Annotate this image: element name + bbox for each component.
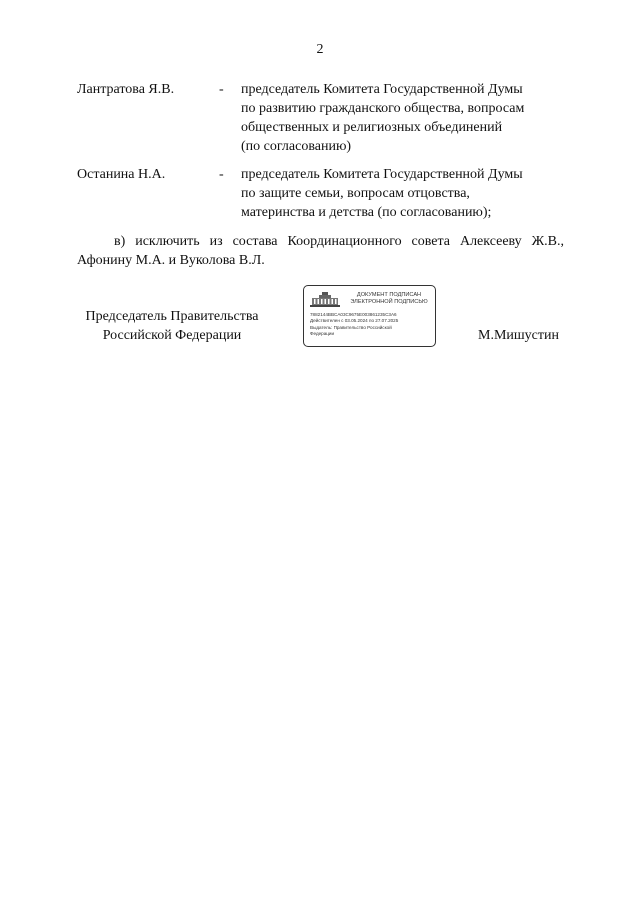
member-role-line: председатель Комитета Государственной Думы [241, 82, 523, 97]
signer-name: М.Мишустин [478, 328, 559, 343]
member-dash: - [219, 167, 224, 182]
certificate-issuer: Федерации [310, 331, 335, 337]
exclusion-clause [77, 232, 564, 270]
member-role [241, 165, 571, 222]
member-role-line: председатель Комитета Государственной Думы [241, 167, 523, 182]
clause-line: в) исключить из состава Координационного совета Алексееву Ж.В., [114, 234, 564, 249]
stamp-details [310, 312, 434, 338]
member-name: Лантратова Я.В. [77, 82, 175, 97]
signatory-title [77, 307, 267, 345]
clause-line: Афонину М.А. и Вуколова В.Л. [77, 253, 265, 268]
member-name: Останина Н.А. [77, 167, 166, 182]
signatory-title-line: Председатель Правительства [85, 309, 259, 324]
certificate-issuer: Выдатель: Правительство Российской [310, 324, 392, 330]
electronic-signature-stamp [303, 285, 436, 347]
member-dash: - [219, 82, 224, 97]
stamp-heading [344, 292, 434, 306]
government-building-icon [310, 291, 340, 309]
member-role-line: материнства и детства (по согласованию); [241, 205, 492, 220]
stamp-heading-line: ДОКУМЕНТ ПОДПИСАН [356, 292, 422, 298]
signatory-title-line: Российской Федерации [102, 328, 242, 343]
member-role-line: общественных и религиозных объединений [241, 120, 503, 135]
member-role-line: по развитию гражданского общества, вопросам [241, 101, 525, 116]
member-role [241, 80, 571, 156]
certificate-serial: 7882144BBCA03C9675E003861235C3A6 [310, 312, 397, 317]
certificate-validity: Действителен с 03.05.2024 по 27.07.2025 [310, 318, 399, 324]
member-role-line: по защите семьи, вопросам отцовства, [241, 186, 470, 201]
member-role-line: (по согласованию) [241, 139, 352, 154]
stamp-heading-line: ЭЛЕКТРОННОЙ ПОДПИСЬЮ [350, 299, 428, 305]
page-number: 2 [316, 42, 324, 57]
